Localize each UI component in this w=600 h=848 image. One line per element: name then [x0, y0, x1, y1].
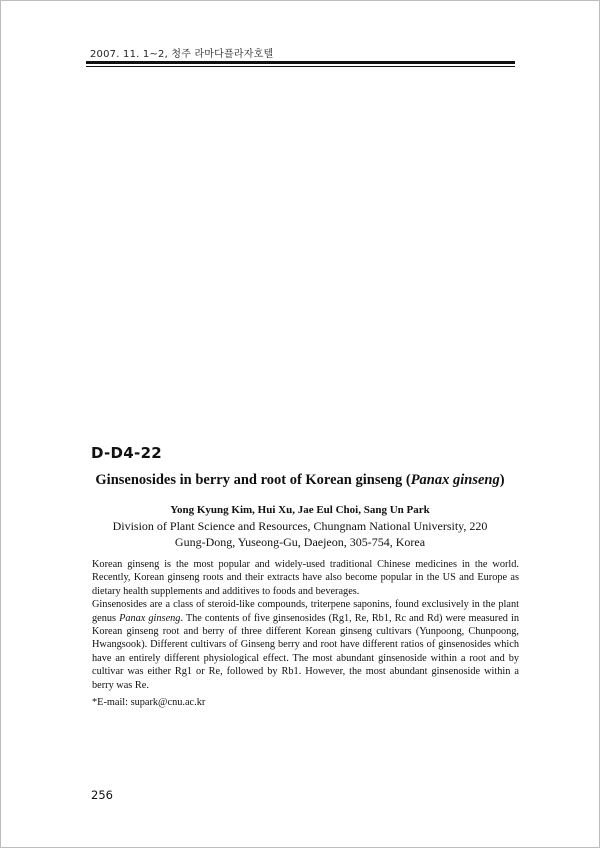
paragraph-2 — [92, 598, 519, 692]
authors: Yong Kyung Kim, Hui Xu, Jae Eul Choi, Sang Un Park — [170, 504, 430, 516]
title-species: Panax ginseng — [410, 472, 500, 488]
abstract-title — [0, 472, 600, 489]
affiliation-line-1: Division of Plant Science and Resources, Chungnam National University, 220 — [112, 519, 488, 533]
header-rule-thin — [86, 66, 515, 67]
title-close: ) — [499, 472, 505, 488]
title-main: Ginsenosides in berry and root of Korean ginseng ( — [95, 472, 411, 488]
page-number: 256 — [91, 788, 113, 802]
running-head: 2007. 11. 1~2, 청주 라마다플라자호텔 — [90, 49, 274, 60]
header-rule-thick — [86, 61, 515, 64]
contact-email: *E-mail: supark@cnu.ac.kr — [92, 697, 206, 708]
paragraph-2-species: Panax ginseng — [119, 612, 181, 624]
abstract-body — [92, 558, 519, 692]
abstract-code: D-D4-22 — [91, 444, 163, 462]
paragraph-2-rest: . The contents of five ginsenosides (Rg1, Re, Rb1, Rc and Rd) were measured in Korean ginseng root and berry of three different Korean ginseng cultivars (Yunpoong, Chunpoong, Hwangsook). Different cultivars of Ginseng berry and root have different ratios of ginsenosides which have an entirely different physiological effect. The most abundant ginsenoside within a root and by cultivar was either Rg1 or Re, followed by Rb1. However, the most abundant ginsenoside within a berry was Re. — [92, 612, 519, 691]
paragraph-1: Korean ginseng is the most popular and widely-used traditional Chinese medicines in the world. Recently, Korean ginseng roots and their extracts have also become popular in the US and Europe as dietary health supplements and additives to foods and beverages. — [92, 559, 519, 597]
affiliation-line-2: Gung-Dong, Yuseong-Gu, Daejeon, 305-754, Korea — [174, 535, 426, 549]
paragraph-2-start: Ginsenosides are a class of steroid-like compounds, triterpene saponins, found exclusively in the plant genus — [92, 599, 519, 624]
